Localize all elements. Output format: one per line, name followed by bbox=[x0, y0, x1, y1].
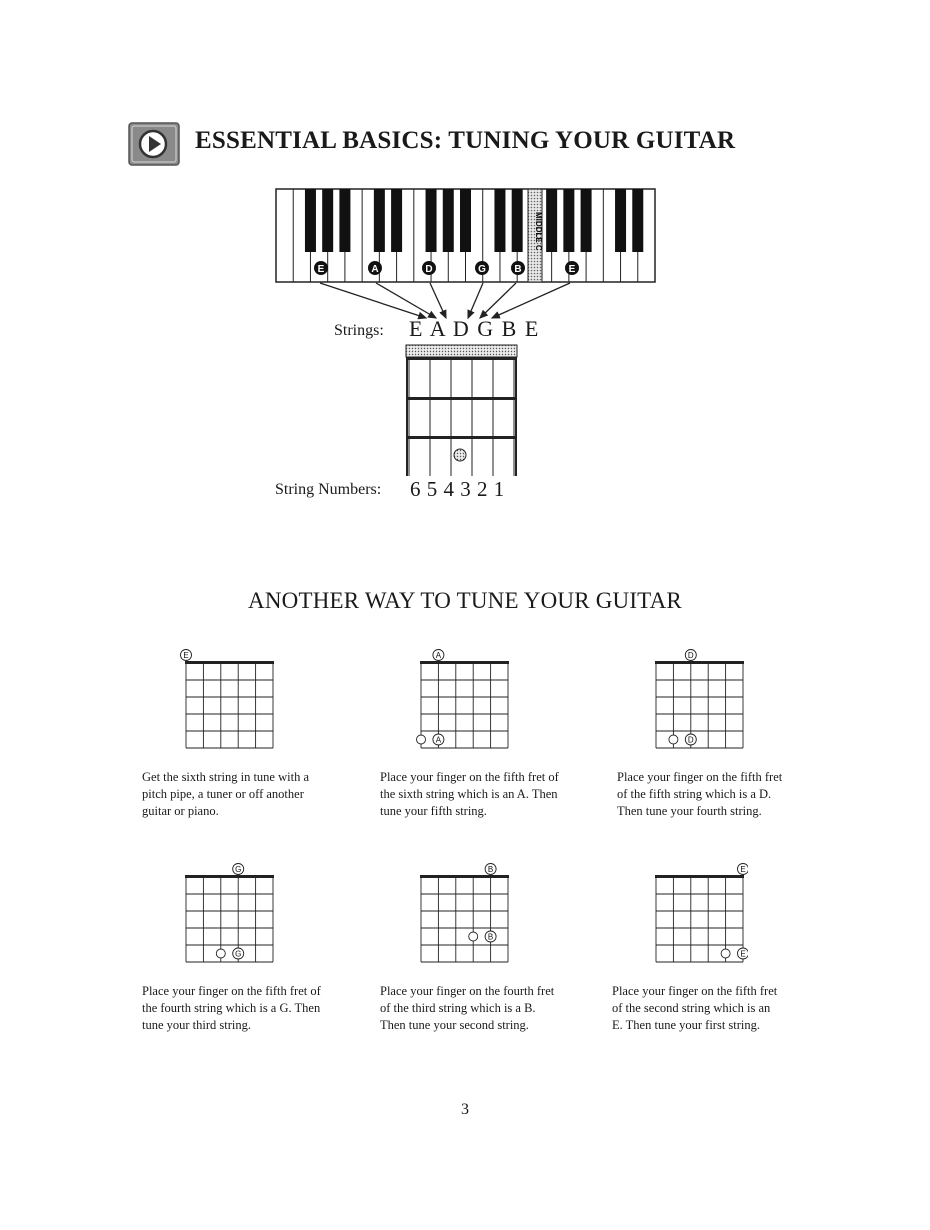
step-3-caption: Place your finger on the fifth fret of the fifth string which is a D. Then tune your fourth string. bbox=[617, 770, 783, 818]
page-number: 3 bbox=[461, 1101, 469, 1118]
key-note-label: D bbox=[425, 264, 433, 275]
open-string-note-label: B bbox=[487, 865, 494, 874]
black-key bbox=[443, 189, 454, 252]
black-key bbox=[460, 189, 471, 252]
chart-nut bbox=[655, 661, 744, 664]
page-title: ESSENTIAL BASICS: TUNING YOUR GUITAR bbox=[195, 127, 736, 154]
chart-nut bbox=[185, 661, 274, 664]
key-note-label: E bbox=[317, 264, 325, 275]
chart-nut bbox=[655, 875, 744, 878]
black-key bbox=[391, 189, 402, 252]
key-note-label: E bbox=[568, 264, 576, 275]
fret-marker bbox=[454, 449, 466, 461]
step-4-caption: Place your finger on the fifth fret of the fourth string which is a G. Then tune your third string. bbox=[142, 984, 321, 1032]
matching-note-label: E bbox=[740, 949, 746, 959]
black-key bbox=[374, 189, 385, 252]
tuning-chart-step-4 bbox=[178, 862, 278, 968]
section-title: ANOTHER WAY TO TUNE YOUR GUITAR bbox=[248, 588, 682, 613]
finger-position-marker bbox=[469, 932, 478, 941]
chart-nut bbox=[185, 875, 274, 878]
finger-position-marker bbox=[216, 949, 225, 958]
tuning-chart-step-6 bbox=[648, 862, 748, 968]
black-key bbox=[632, 189, 643, 252]
finger-position-marker bbox=[417, 735, 426, 744]
tuning-chart-step-1 bbox=[178, 648, 278, 754]
black-key bbox=[546, 189, 557, 252]
black-key bbox=[426, 189, 437, 252]
key-note-label: A bbox=[371, 264, 379, 275]
step-5-caption: Place your finger on the fourth fret of the third string which is a B. Then tune your second string. bbox=[380, 984, 555, 1032]
chart-nut bbox=[420, 661, 509, 664]
strings-notes: E A D G B E bbox=[409, 316, 540, 341]
black-key bbox=[512, 189, 523, 252]
play-icon[interactable] bbox=[128, 122, 180, 166]
step-2-caption: Place your finger on the fifth fret of the sixth string which is an A. Then tune your fifth string. bbox=[380, 770, 559, 818]
black-key bbox=[615, 189, 626, 252]
black-key bbox=[581, 189, 592, 252]
middle-c-label: MIDDLE C bbox=[534, 212, 543, 251]
tuning-chart-step-2 bbox=[413, 648, 513, 754]
matching-note-label: B bbox=[487, 932, 494, 942]
guitar-neck-diagram bbox=[405, 344, 519, 478]
matching-note-label: A bbox=[435, 735, 442, 745]
open-string-note-label: E bbox=[183, 651, 189, 660]
black-key bbox=[494, 189, 505, 252]
piano-keyboard bbox=[275, 188, 657, 284]
black-key bbox=[339, 189, 350, 252]
open-string-note-label: G bbox=[235, 865, 242, 874]
chart-nut bbox=[420, 875, 509, 878]
step-6-caption: Place your finger on the fifth fret of the second string which is an E. Then tune your first string. bbox=[612, 984, 778, 1032]
open-string-note-label: D bbox=[687, 651, 694, 660]
string-numbers-label: String Numbers: bbox=[275, 481, 382, 498]
strings-label: Strings: bbox=[334, 322, 384, 339]
key-note-label: G bbox=[478, 264, 486, 275]
tuning-chart-step-3 bbox=[648, 648, 748, 754]
open-string-note-label: E bbox=[740, 865, 746, 874]
neck-fret bbox=[406, 436, 517, 439]
black-key bbox=[305, 189, 316, 252]
neck-fret bbox=[406, 397, 517, 400]
neck-fret bbox=[406, 357, 517, 360]
open-string-note-label: A bbox=[435, 651, 442, 660]
tuning-chart-step-5 bbox=[413, 862, 513, 968]
string-numbers: 6 5 4 3 2 1 bbox=[410, 477, 505, 501]
matching-note-label: G bbox=[235, 949, 242, 959]
finger-position-marker bbox=[669, 735, 678, 744]
key-note-label: B bbox=[514, 264, 522, 275]
black-key bbox=[322, 189, 333, 252]
matching-note-label: D bbox=[687, 735, 694, 745]
black-key bbox=[563, 189, 574, 252]
step-1-caption: Get the sixth string in tune with a pitch pipe, a tuner or off another guitar or piano. bbox=[142, 770, 309, 818]
finger-position-marker bbox=[721, 949, 730, 958]
